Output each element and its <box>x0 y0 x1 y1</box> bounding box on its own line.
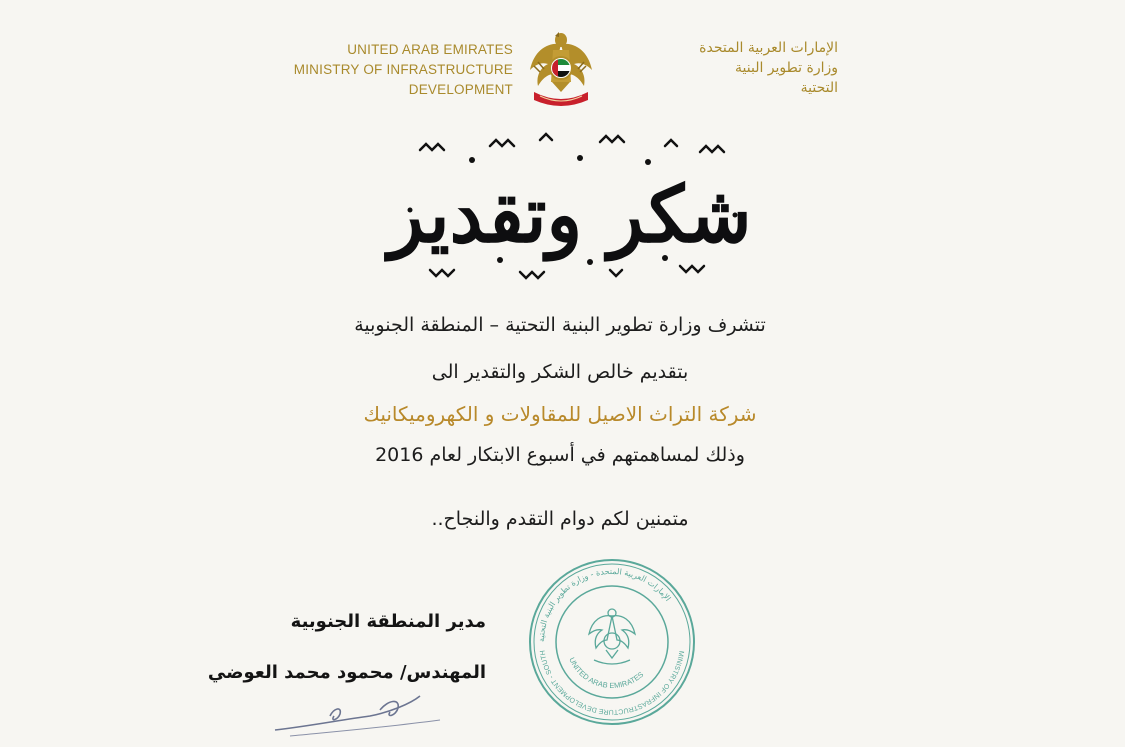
body-line-wishes: متمنين لكم دوام التقدم والنجاح.. <box>431 508 689 530</box>
uae-emblem-icon <box>526 26 596 110</box>
header-ar-ministry: وزارة تطوير البنية <box>735 60 838 76</box>
header-english <box>250 40 513 100</box>
signatory-role: مدير المنطقة الجنوبية <box>290 611 486 632</box>
certificate-title <box>380 120 760 295</box>
header-ar-country: الإمارات العربية المتحدة <box>699 40 838 56</box>
header-en-ministry: MINISTRY OF INFRASTRUCTURE <box>293 62 513 77</box>
body-line-thanks: بتقديم خالص الشكر والتقدير الى <box>431 361 689 383</box>
header-en-department: DEVELOPMENT <box>408 82 513 97</box>
stamp-outer-english: MINISTRY OF INFRASTRUCTURE DEVELOPMENT - SOUTH <box>539 649 685 716</box>
header-en-country: UNITED ARAB EMIRATES <box>347 42 513 57</box>
body-line-ministry: تتشرف وزارة تطوير البنية التحتية – المنطقة الجنوبية <box>354 314 766 336</box>
stamp-emblem-icon <box>589 609 635 664</box>
svg-text:UNITED ARAB EMIRATES <box>567 656 645 690</box>
stamp-outer-arabic: الإمارات العربية المتحدة - وزارة تطوير البنية التحتية <box>536 566 673 643</box>
certificate-title-text: شكر وتقدير <box>388 169 752 261</box>
stamp-inner-english: UNITED ARAB EMIRATES <box>567 655 646 691</box>
official-stamp <box>526 556 698 728</box>
body-line-reason: وذلك لمساهمتهم في أسبوع الابتكار لعام 2016 <box>375 444 745 466</box>
signatory-name: المهندس/ محمود محمد العوضي <box>207 662 486 683</box>
header-arabic <box>598 38 838 98</box>
body-line-company: شركة التراث الاصيل للمقاولات و الكهروميكانيك <box>363 402 757 426</box>
handwritten-signature <box>270 690 450 740</box>
header-ar-department: التحتية <box>800 80 838 96</box>
